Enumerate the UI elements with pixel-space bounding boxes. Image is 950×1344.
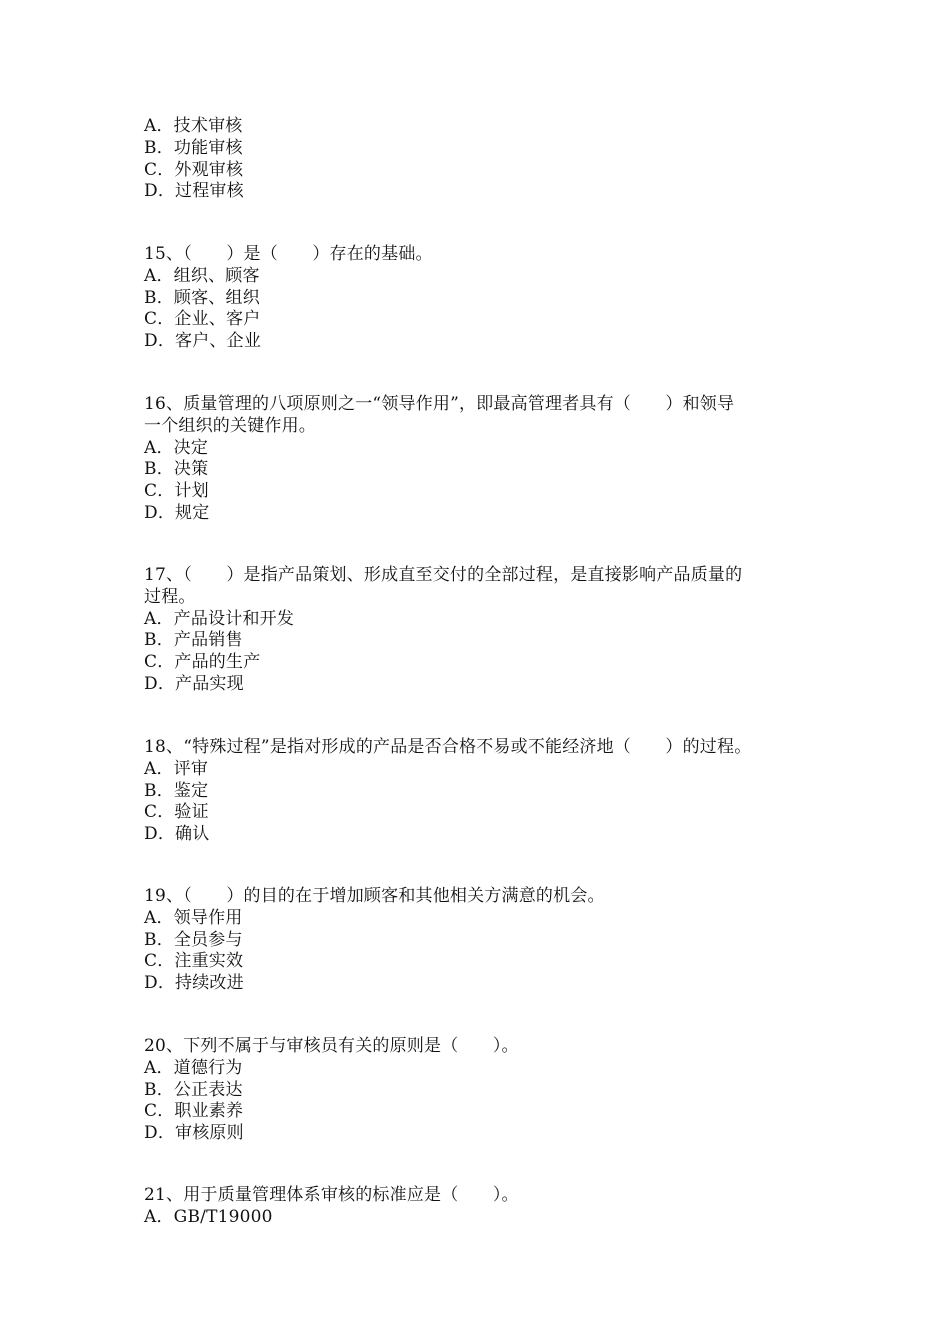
option-d: D．审核原则 [144,1123,244,1144]
option-c: C．企业、客户 [144,309,261,330]
option-b: B．全员参与 [144,929,243,950]
question-text-continued: 一个组织的关键作用。 [144,415,316,436]
option-d: D．客户、企业 [144,331,262,352]
question-21 [144,1185,814,1229]
question-text: 18、“特殊过程”是指对形成的产品是否合格不易或不能经济地（ ）的过程。 [144,737,752,757]
question-17 [144,565,814,696]
option-d: D．持续改进 [144,973,244,994]
question-14-options [144,116,814,203]
question-text: 17、（ ）是指产品策划、形成直至交付的全部过程，是直接影响产品质量的 [144,565,743,585]
option-c: C．计划 [144,481,209,502]
option-a: A．决定 [144,437,209,458]
option-a: A．道德行为 [144,1057,243,1078]
question-text: 21、用于质量管理体系审核的标准应是（ ）。 [144,1185,519,1205]
question-18 [144,737,814,846]
option-a: A．领导作用 [144,907,243,928]
option-a: A．GB/T19000 [144,1206,273,1227]
question-20 [144,1036,814,1145]
option-b: B．产品销售 [144,630,243,651]
option-b: B．顾客、组织 [144,287,260,308]
option-d: D．规定 [144,502,210,523]
option-c: C．产品的生产 [144,652,261,673]
option-c: C．注重实效 [144,951,244,972]
option-a: A．技术审核 [144,116,243,136]
option-b: B．功能审核 [144,137,243,158]
question-text: 19、（ ）的目的在于增加顾客和其他相关方满意的机会。 [144,886,605,906]
option-a: A．组织、顾客 [144,265,260,286]
option-b: B．决策 [144,459,209,480]
question-text: 15、（ ）是（ ）存在的基础。 [144,244,433,264]
option-d: D．确认 [144,824,210,845]
question-text: 20、下列不属于与审核员有关的原则是（ ）。 [144,1036,519,1056]
question-text-continued: 过程。 [144,586,196,607]
option-a: A．产品设计和开发 [144,608,295,629]
question-19 [144,886,814,995]
option-c: C．验证 [144,802,209,823]
question-text: 16、质量管理的八项原则之一“领导作用”，即最高管理者具有（ ）和领导 [144,394,735,414]
question-16 [144,394,814,525]
option-c: C．职业素养 [144,1101,244,1122]
option-a: A．评审 [144,758,209,779]
option-b: B．公正表达 [144,1079,243,1100]
option-d: D．过程审核 [144,181,244,202]
question-15 [144,244,814,353]
option-b: B．鉴定 [144,780,209,801]
option-d: D．产品实现 [144,673,244,694]
option-c: C．外观审核 [144,159,244,180]
